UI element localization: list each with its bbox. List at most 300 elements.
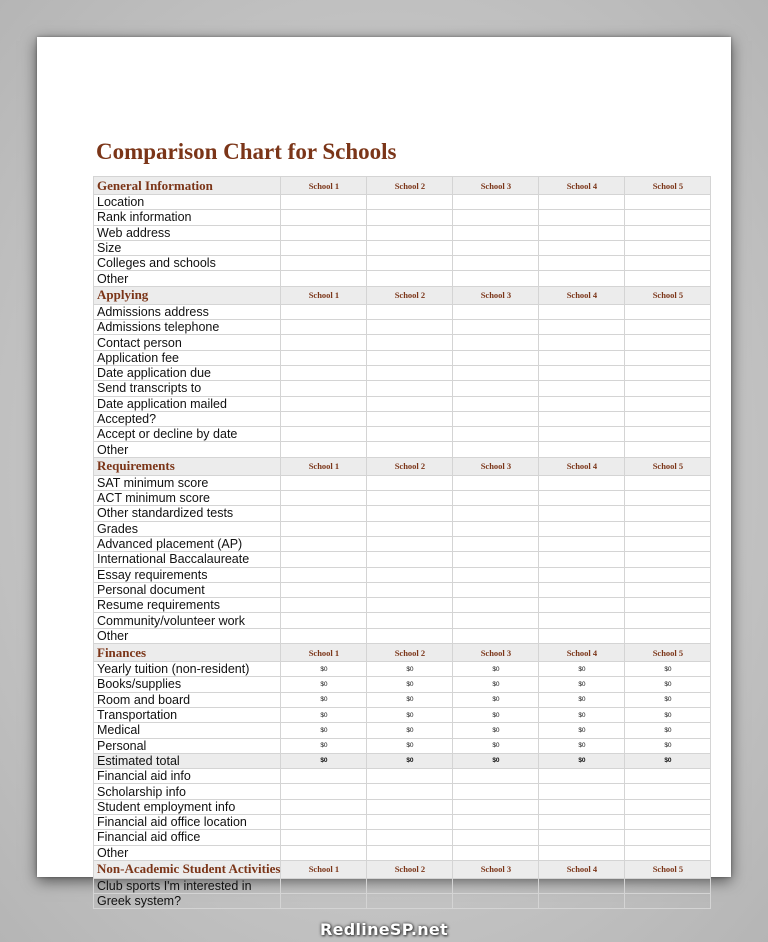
empty-cell xyxy=(625,567,711,582)
empty-cell xyxy=(453,427,539,442)
row-label: Room and board xyxy=(94,692,281,707)
table-row xyxy=(94,769,711,784)
school-header: School 3 xyxy=(453,286,539,304)
school-header: School 5 xyxy=(625,860,711,878)
empty-cell xyxy=(539,335,625,350)
row-label: Accept or decline by date xyxy=(94,427,281,442)
row-label: Send transcripts to xyxy=(94,381,281,396)
empty-cell xyxy=(539,830,625,845)
empty-cell xyxy=(539,225,625,240)
school-header: School 3 xyxy=(453,177,539,195)
empty-cell xyxy=(625,506,711,521)
empty-cell xyxy=(539,320,625,335)
empty-cell xyxy=(367,845,453,860)
table-row xyxy=(94,799,711,814)
value-cell: $0 xyxy=(367,677,453,692)
section-title: Applying xyxy=(94,286,281,304)
empty-cell xyxy=(625,878,711,893)
empty-cell xyxy=(453,536,539,551)
empty-cell xyxy=(625,894,711,909)
table-row xyxy=(94,707,711,722)
value-cell: $0 xyxy=(367,723,453,738)
value-cell: $0 xyxy=(281,677,367,692)
school-header: School 5 xyxy=(625,644,711,662)
row-label: Financial aid office xyxy=(94,830,281,845)
table-row xyxy=(94,692,711,707)
value-cell: $0 xyxy=(367,753,453,768)
empty-cell xyxy=(625,769,711,784)
section-title: General Information xyxy=(94,177,281,195)
empty-cell xyxy=(453,271,539,286)
row-label: Greek system? xyxy=(94,894,281,909)
empty-cell xyxy=(453,598,539,613)
value-cell: $0 xyxy=(281,707,367,722)
empty-cell xyxy=(625,552,711,567)
school-header: School 4 xyxy=(539,177,625,195)
table-row xyxy=(94,491,711,506)
table-row xyxy=(94,677,711,692)
empty-cell xyxy=(281,628,367,643)
row-label: Accepted? xyxy=(94,411,281,426)
value-cell: $0 xyxy=(367,707,453,722)
value-cell: $0 xyxy=(625,723,711,738)
empty-cell xyxy=(453,582,539,597)
row-label: Financial aid office location xyxy=(94,814,281,829)
table-row xyxy=(94,521,711,536)
empty-cell xyxy=(625,536,711,551)
value-cell: $0 xyxy=(625,692,711,707)
table-row xyxy=(94,210,711,225)
empty-cell xyxy=(367,475,453,490)
row-label: Scholarship info xyxy=(94,784,281,799)
table-row xyxy=(94,225,711,240)
school-header: School 3 xyxy=(453,644,539,662)
empty-cell xyxy=(539,240,625,255)
empty-cell xyxy=(281,552,367,567)
empty-cell xyxy=(625,491,711,506)
empty-cell xyxy=(453,567,539,582)
empty-cell xyxy=(539,365,625,380)
empty-cell xyxy=(367,582,453,597)
empty-cell xyxy=(539,442,625,457)
empty-cell xyxy=(625,427,711,442)
empty-cell xyxy=(453,491,539,506)
value-cell: $0 xyxy=(367,662,453,677)
empty-cell xyxy=(281,427,367,442)
empty-cell xyxy=(539,582,625,597)
row-label: Date application due xyxy=(94,365,281,380)
empty-cell xyxy=(453,814,539,829)
table-row xyxy=(94,753,711,768)
value-cell: $0 xyxy=(625,753,711,768)
empty-cell xyxy=(367,381,453,396)
empty-cell xyxy=(367,304,453,319)
empty-cell xyxy=(367,256,453,271)
empty-cell xyxy=(539,628,625,643)
value-cell: $0 xyxy=(281,662,367,677)
row-label: Date application mailed xyxy=(94,396,281,411)
empty-cell xyxy=(367,411,453,426)
table-row xyxy=(94,878,711,893)
empty-cell xyxy=(539,411,625,426)
table-row xyxy=(94,845,711,860)
empty-cell xyxy=(625,335,711,350)
empty-cell xyxy=(539,475,625,490)
empty-cell xyxy=(281,335,367,350)
empty-cell xyxy=(625,582,711,597)
empty-cell xyxy=(281,225,367,240)
empty-cell xyxy=(453,256,539,271)
row-label: Application fee xyxy=(94,350,281,365)
table-row xyxy=(94,894,711,909)
empty-cell xyxy=(281,799,367,814)
empty-cell xyxy=(453,628,539,643)
empty-cell xyxy=(539,381,625,396)
empty-cell xyxy=(625,845,711,860)
empty-cell xyxy=(281,210,367,225)
value-cell: $0 xyxy=(453,723,539,738)
empty-cell xyxy=(539,521,625,536)
row-label: Other standardized tests xyxy=(94,506,281,521)
empty-cell xyxy=(281,506,367,521)
table-row xyxy=(94,304,711,319)
value-cell: $0 xyxy=(625,662,711,677)
empty-cell xyxy=(367,567,453,582)
empty-cell xyxy=(625,381,711,396)
school-header: School 2 xyxy=(367,644,453,662)
row-label: Essay requirements xyxy=(94,567,281,582)
empty-cell xyxy=(281,365,367,380)
school-header: School 5 xyxy=(625,457,711,475)
empty-cell xyxy=(453,521,539,536)
table-row xyxy=(94,628,711,643)
empty-cell xyxy=(625,256,711,271)
row-label: Resume requirements xyxy=(94,598,281,613)
empty-cell xyxy=(453,381,539,396)
table-row xyxy=(94,536,711,551)
empty-cell xyxy=(367,628,453,643)
section-header xyxy=(94,644,711,662)
value-cell: $0 xyxy=(539,738,625,753)
table-row xyxy=(94,256,711,271)
empty-cell xyxy=(367,878,453,893)
empty-cell xyxy=(281,894,367,909)
empty-cell xyxy=(453,845,539,860)
empty-cell xyxy=(453,442,539,457)
value-cell: $0 xyxy=(539,677,625,692)
value-cell: $0 xyxy=(281,738,367,753)
empty-cell xyxy=(453,769,539,784)
empty-cell xyxy=(539,396,625,411)
row-label: Size xyxy=(94,240,281,255)
empty-cell xyxy=(539,427,625,442)
row-label: Colleges and schools xyxy=(94,256,281,271)
school-header: School 1 xyxy=(281,644,367,662)
empty-cell xyxy=(625,442,711,457)
empty-cell xyxy=(367,427,453,442)
school-header: School 3 xyxy=(453,457,539,475)
row-label: Other xyxy=(94,628,281,643)
empty-cell xyxy=(281,845,367,860)
empty-cell xyxy=(453,225,539,240)
empty-cell xyxy=(367,830,453,845)
table-row xyxy=(94,335,711,350)
value-cell: $0 xyxy=(625,707,711,722)
school-header: School 2 xyxy=(367,860,453,878)
empty-cell xyxy=(453,396,539,411)
table-row xyxy=(94,411,711,426)
value-cell: $0 xyxy=(453,692,539,707)
table-row xyxy=(94,381,711,396)
empty-cell xyxy=(281,521,367,536)
section-title: Finances xyxy=(94,644,281,662)
empty-cell xyxy=(367,769,453,784)
row-label: International Baccalaureate xyxy=(94,552,281,567)
empty-cell xyxy=(367,894,453,909)
table-row xyxy=(94,396,711,411)
row-label: Other xyxy=(94,271,281,286)
school-header: School 1 xyxy=(281,177,367,195)
table-row xyxy=(94,427,711,442)
empty-cell xyxy=(539,536,625,551)
empty-cell xyxy=(281,381,367,396)
empty-cell xyxy=(539,845,625,860)
empty-cell xyxy=(453,365,539,380)
school-header: School 2 xyxy=(367,177,453,195)
value-cell: $0 xyxy=(367,738,453,753)
school-header: School 3 xyxy=(453,860,539,878)
table-row xyxy=(94,350,711,365)
empty-cell xyxy=(453,210,539,225)
empty-cell xyxy=(453,475,539,490)
comparison-table xyxy=(93,176,711,909)
row-label: Personal xyxy=(94,738,281,753)
empty-cell xyxy=(367,240,453,255)
section-title: Requirements xyxy=(94,457,281,475)
empty-cell xyxy=(453,878,539,893)
table-row xyxy=(94,830,711,845)
row-label: Club sports I'm interested in xyxy=(94,878,281,893)
school-header: School 5 xyxy=(625,286,711,304)
empty-cell xyxy=(453,506,539,521)
empty-cell xyxy=(281,582,367,597)
empty-cell xyxy=(539,304,625,319)
empty-cell xyxy=(625,475,711,490)
value-cell: $0 xyxy=(539,662,625,677)
school-header: School 4 xyxy=(539,286,625,304)
empty-cell xyxy=(453,335,539,350)
empty-cell xyxy=(539,567,625,582)
empty-cell xyxy=(625,225,711,240)
empty-cell xyxy=(625,195,711,210)
value-cell: $0 xyxy=(539,753,625,768)
table-row xyxy=(94,613,711,628)
empty-cell xyxy=(281,830,367,845)
value-cell: $0 xyxy=(625,738,711,753)
school-header: School 1 xyxy=(281,457,367,475)
empty-cell xyxy=(625,613,711,628)
table-row xyxy=(94,506,711,521)
empty-cell xyxy=(625,365,711,380)
empty-cell xyxy=(539,613,625,628)
row-label: Estimated total xyxy=(94,753,281,768)
row-label: Location xyxy=(94,195,281,210)
table-row xyxy=(94,240,711,255)
empty-cell xyxy=(625,271,711,286)
row-label: Financial aid info xyxy=(94,769,281,784)
row-label: Contact person xyxy=(94,335,281,350)
empty-cell xyxy=(367,814,453,829)
empty-cell xyxy=(539,271,625,286)
section-header xyxy=(94,457,711,475)
empty-cell xyxy=(453,350,539,365)
empty-cell xyxy=(281,491,367,506)
empty-cell xyxy=(625,304,711,319)
value-cell: $0 xyxy=(281,692,367,707)
row-label: Community/volunteer work xyxy=(94,613,281,628)
section-header xyxy=(94,177,711,195)
table-row xyxy=(94,567,711,582)
empty-cell xyxy=(367,491,453,506)
empty-cell xyxy=(453,320,539,335)
row-label: Advanced placement (AP) xyxy=(94,536,281,551)
table-row xyxy=(94,365,711,380)
empty-cell xyxy=(281,878,367,893)
empty-cell xyxy=(539,598,625,613)
row-label: Rank information xyxy=(94,210,281,225)
empty-cell xyxy=(281,475,367,490)
empty-cell xyxy=(453,613,539,628)
section-title: Non-Academic Student Activities xyxy=(94,860,281,878)
document-page xyxy=(37,37,731,909)
empty-cell xyxy=(539,210,625,225)
empty-cell xyxy=(625,814,711,829)
school-header: School 4 xyxy=(539,644,625,662)
school-header: School 2 xyxy=(367,457,453,475)
value-cell: $0 xyxy=(453,662,539,677)
table-row xyxy=(94,598,711,613)
empty-cell xyxy=(367,521,453,536)
empty-cell xyxy=(281,396,367,411)
empty-cell xyxy=(625,411,711,426)
table-row xyxy=(94,662,711,677)
empty-cell xyxy=(625,396,711,411)
empty-cell xyxy=(453,894,539,909)
empty-cell xyxy=(281,784,367,799)
table-row xyxy=(94,442,711,457)
empty-cell xyxy=(281,240,367,255)
empty-cell xyxy=(625,799,711,814)
school-header: School 4 xyxy=(539,860,625,878)
empty-cell xyxy=(453,784,539,799)
empty-cell xyxy=(625,350,711,365)
empty-cell xyxy=(367,536,453,551)
value-cell: $0 xyxy=(539,692,625,707)
empty-cell xyxy=(367,506,453,521)
table-row xyxy=(94,271,711,286)
empty-cell xyxy=(367,784,453,799)
row-label: Personal document xyxy=(94,582,281,597)
empty-cell xyxy=(281,304,367,319)
empty-cell xyxy=(367,552,453,567)
school-header: School 1 xyxy=(281,286,367,304)
empty-cell xyxy=(625,784,711,799)
empty-cell xyxy=(539,878,625,893)
empty-cell xyxy=(367,799,453,814)
empty-cell xyxy=(625,628,711,643)
empty-cell xyxy=(281,442,367,457)
row-label: Transportation xyxy=(94,707,281,722)
empty-cell xyxy=(539,784,625,799)
empty-cell xyxy=(281,567,367,582)
empty-cell xyxy=(281,613,367,628)
empty-cell xyxy=(539,491,625,506)
empty-cell xyxy=(367,613,453,628)
row-label: Yearly tuition (non-resident) xyxy=(94,662,281,677)
empty-cell xyxy=(625,320,711,335)
empty-cell xyxy=(453,304,539,319)
value-cell: $0 xyxy=(625,677,711,692)
row-label: Books/supplies xyxy=(94,677,281,692)
empty-cell xyxy=(281,536,367,551)
row-label: Medical xyxy=(94,723,281,738)
table-row xyxy=(94,475,711,490)
value-cell: $0 xyxy=(539,723,625,738)
value-cell: $0 xyxy=(281,753,367,768)
empty-cell xyxy=(625,240,711,255)
empty-cell xyxy=(539,195,625,210)
empty-cell xyxy=(539,350,625,365)
row-label: Admissions address xyxy=(94,304,281,319)
empty-cell xyxy=(367,365,453,380)
empty-cell xyxy=(281,195,367,210)
empty-cell xyxy=(367,271,453,286)
empty-cell xyxy=(453,830,539,845)
empty-cell xyxy=(281,598,367,613)
empty-cell xyxy=(453,552,539,567)
value-cell: $0 xyxy=(539,707,625,722)
school-header: School 1 xyxy=(281,860,367,878)
watermark: RedlineSP.net xyxy=(319,920,449,939)
row-label: Other xyxy=(94,845,281,860)
table-row xyxy=(94,195,711,210)
section-header xyxy=(94,860,711,878)
page-title: Comparison Chart for Schools xyxy=(96,139,397,164)
empty-cell xyxy=(453,195,539,210)
empty-cell xyxy=(625,598,711,613)
empty-cell xyxy=(367,210,453,225)
table-row xyxy=(94,814,711,829)
value-cell: $0 xyxy=(367,692,453,707)
empty-cell xyxy=(281,271,367,286)
row-label: Student employment info xyxy=(94,799,281,814)
value-cell: $0 xyxy=(453,738,539,753)
empty-cell xyxy=(539,256,625,271)
value-cell: $0 xyxy=(453,677,539,692)
empty-cell xyxy=(539,506,625,521)
empty-cell xyxy=(367,598,453,613)
row-label: Other xyxy=(94,442,281,457)
empty-cell xyxy=(281,411,367,426)
school-header: School 2 xyxy=(367,286,453,304)
empty-cell xyxy=(625,210,711,225)
empty-cell xyxy=(281,769,367,784)
table-row xyxy=(94,582,711,597)
empty-cell xyxy=(367,335,453,350)
empty-cell xyxy=(281,256,367,271)
empty-cell xyxy=(539,894,625,909)
section-header xyxy=(94,286,711,304)
